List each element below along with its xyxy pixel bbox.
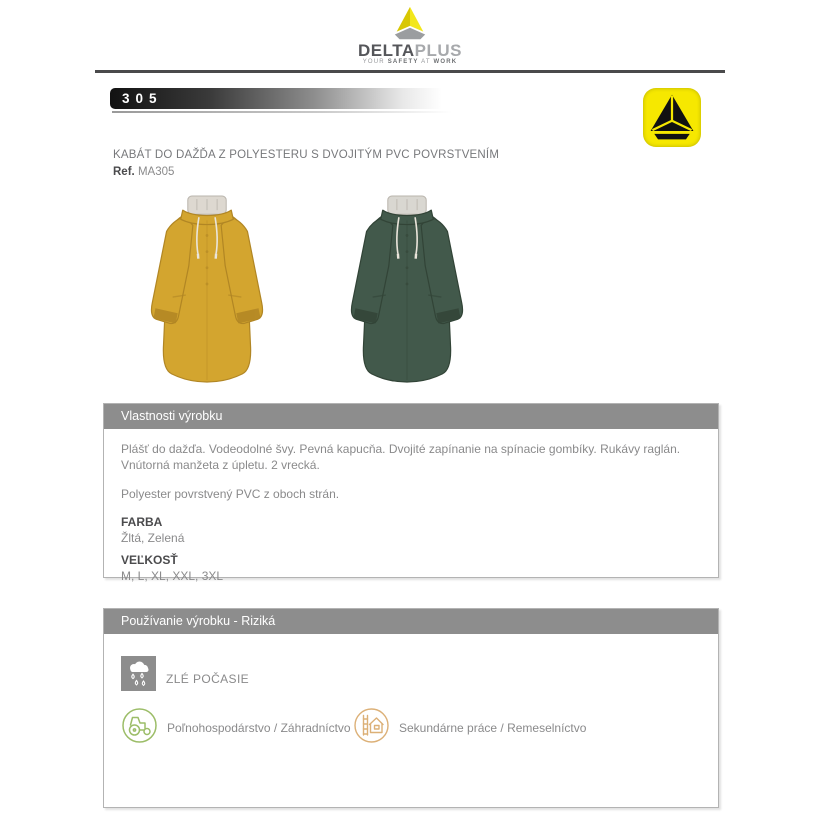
bad-weather-icon — [121, 656, 156, 691]
usage-header: Používanie výrobku - Riziká — [104, 609, 718, 634]
features-header: Vlastnosti výrobku — [104, 404, 718, 429]
product-number: 305 — [122, 91, 163, 106]
product-number-underline — [112, 111, 452, 113]
feature-description-1: Plášť do dažďa. Vodeodolné švy. Pevná kapucňa. Dvojité zapínanie na spínacie gombíky. Rukávy raglán. Vnútorná manžeta z úpletu. 2 vrecká. — [121, 442, 681, 472]
risk-item-secondary-works — [353, 707, 586, 744]
color-label: FARBA — [121, 515, 163, 530]
risk-label-secondary-works: Sekundárne práce / Remeselníctvo — [399, 721, 587, 736]
product-image-green-raincoat — [326, 193, 488, 385]
risk-item-agriculture — [121, 707, 353, 744]
weather-row — [121, 656, 698, 691]
weather-label: ZLÉ POČASIE — [166, 672, 250, 687]
delta-triangle-icon — [645, 90, 699, 146]
usage-body — [104, 656, 718, 744]
ref-label: Ref. — [113, 166, 135, 178]
color-value: Žltá, Zelená — [121, 531, 185, 546]
risk-row — [121, 707, 698, 744]
product-number-bar — [110, 88, 442, 109]
feature-description-2: Polyester povrstvený PVC z oboch strán. — [121, 486, 340, 501]
brand-name-primary: DELTA — [358, 41, 415, 60]
size-label: VEĽKOSŤ — [121, 553, 178, 568]
brand-logo — [320, 5, 500, 65]
ref-value: MA305 — [137, 166, 175, 178]
page-title: KABÁT DO DAŽĎA Z POLYESTERU S DVOJITÝM PVC POVRSTVENÍM — [113, 149, 500, 161]
size-value: M, L, XL, XXL, 3XL — [121, 568, 224, 583]
delta-plus-badge — [643, 88, 701, 147]
tractor-icon — [121, 707, 158, 744]
house-ladder-icon — [353, 707, 390, 744]
product-image-yellow-raincoat — [126, 193, 288, 385]
usage-panel — [103, 608, 719, 808]
brand-name-secondary: PLUS — [414, 41, 462, 60]
brand-triangle-icon — [386, 5, 434, 43]
brand-wordmark — [320, 43, 500, 58]
features-body — [104, 442, 718, 585]
risk-label-agriculture: Poľnohospodárstvo / Záhradníctvo — [167, 721, 351, 736]
features-panel — [103, 403, 719, 583]
brand-tagline: YOUR SAFETY AT WORK — [362, 59, 458, 65]
header-divider — [95, 70, 725, 73]
product-ref — [113, 166, 174, 178]
